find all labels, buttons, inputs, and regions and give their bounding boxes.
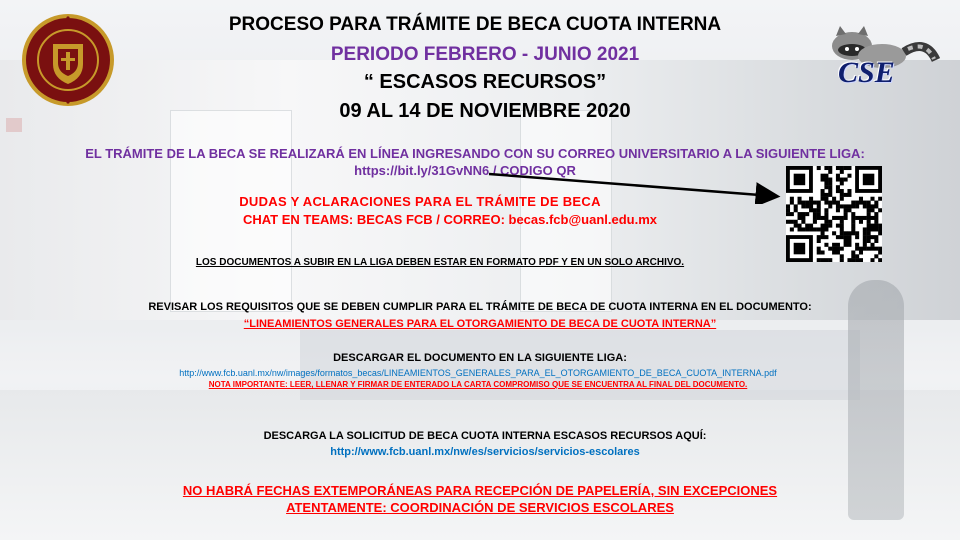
- dates-heading: 09 AL 14 DE NOVIEMBRE 2020: [339, 100, 631, 122]
- requirements-text: REVISAR LOS REQUISITOS QUE SE DEBEN CUMPLIR PARA EL TRÁMITE DE BECA DE CUOTA INTERNA EN EL DOCUMENTO:: [148, 301, 812, 313]
- requirements-document-title: “LINEAMIENTOS GENERALES PARA EL OTORGAMIENTO DE BECA DE CUOTA INTERNA”: [243, 318, 717, 330]
- cse-logo-text: CSE: [838, 56, 895, 89]
- period-heading: PERIODO FEBRERO - JUNIO 2021: [330, 44, 640, 65]
- application-heading: DESCARGA LA SOLICITUD DE BECA CUOTA INTERNA ESCASOS RECURSOS AQUÍ:: [263, 430, 707, 442]
- no-late-dates-warning: NO HABRÁ FECHAS EXTEMPORÁNEAS PARA RECEPCIÓN DE PAPELERÍA, SIN EXCEPCIONES: [182, 483, 778, 498]
- online-instructions: EL TRÁMITE DE LA BECA SE REALIZARÁ EN LÍNEA INGRESANDO CON SU CORREO UNIVERSITARIO A LA SIGUIENTE LIGA:: [85, 146, 865, 161]
- subtitle-heading: “ ESCASOS RECURSOS”: [363, 71, 607, 93]
- download-link[interactable]: http://www.fcb.uanl.mx/nw/images/formatos_becas/LINEAMIENTOS_GENERALES_PARA_EL_OTORGAMIENTO_DE_BECA_CUOTA_INTERNA.pdf: [179, 368, 777, 378]
- page-title: PROCESO PARA TRÁMITE DE BECA CUOTA INTERNA: [228, 14, 722, 35]
- important-note: NOTA IMPORTANTE: LEER, LLENAR Y FIRMAR DE ENTERADO LA CARTA COMPROMISO QUE SE ENCUENTRA AL FINAL DEL DOCUMENTO.: [208, 380, 748, 389]
- short-link[interactable]: https://bit.ly/31GvNN6 / CODIGO QR: [354, 163, 576, 178]
- documents-note: LOS DOCUMENTOS A SUBIR EN LA LIGA DEBEN ESTAR EN FORMATO PDF Y EN UN SOLO ARCHIVO.: [195, 257, 685, 268]
- contact-details: CHAT EN TEAMS: BECAS FCB / CORREO: becas.fcb@uanl.edu.mx: [242, 212, 658, 227]
- signature-line: ATENTAMENTE: COORDINACIÓN DE SERVICIOS ESCOLARES: [286, 500, 674, 515]
- qr-code-icon[interactable]: [786, 166, 882, 262]
- application-link[interactable]: http://www.fcb.uanl.mx/nw/es/servicios/servicios-escolares: [330, 446, 640, 458]
- download-heading: DESCARGAR EL DOCUMENTO EN LA SIGUIENTE LIGA:: [333, 352, 627, 364]
- contact-title: DUDAS Y ACLARACIONES PARA EL TRÁMITE DE BECA: [239, 194, 601, 209]
